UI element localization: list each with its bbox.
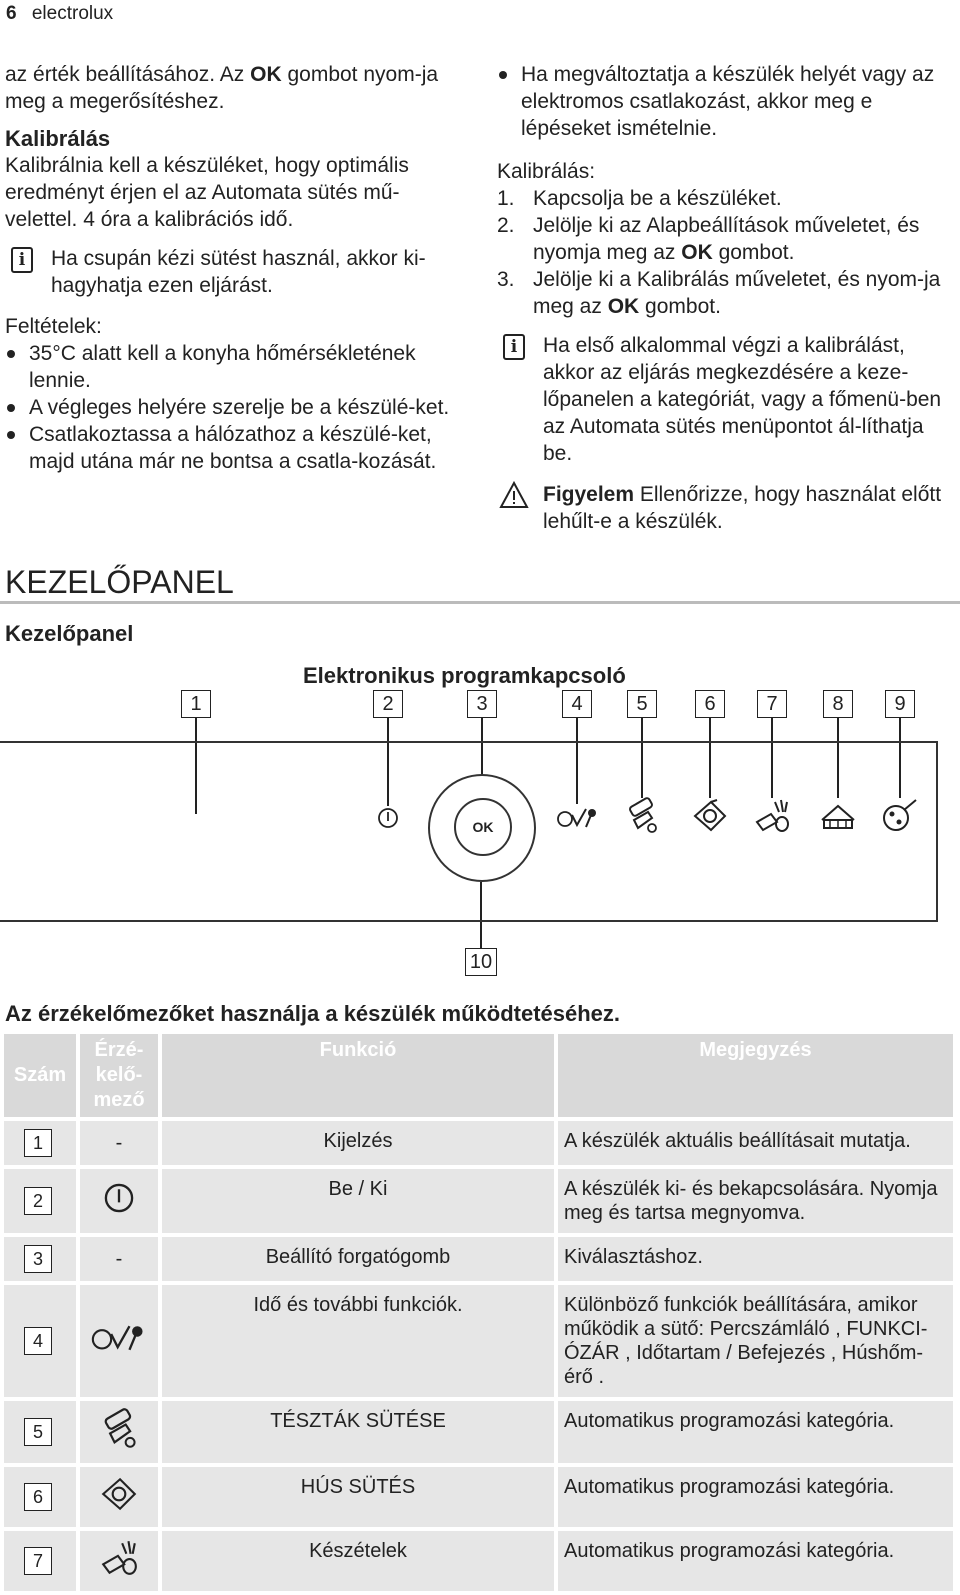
callout-7: 7 — [757, 690, 787, 718]
clock-check-icon[interactable] — [556, 798, 600, 838]
step-item: 3. Jelölje ki a Kalibrálás műveletet, és nyom-ja meg az OK gombot. — [497, 268, 941, 318]
pizza-icon[interactable] — [878, 796, 922, 836]
meat-icon[interactable] — [688, 796, 732, 836]
callout-2: 2 — [373, 690, 403, 718]
calibration-text: Kalibrálnia kell a készüléket, hogy optimális eredményt érjen el az Automata sütés mű-velettel. 4 óra a kalibrációs idő. — [5, 154, 409, 231]
header-function: Funkció — [162, 1034, 558, 1117]
callout-10: 10 — [465, 948, 497, 976]
step-item: 1. Kapcsolja be a készüléket. — [497, 187, 782, 210]
list-item: Ha megváltoztatja a készülék helyét vagy az elektromos csatlakozást, akkor meg e lépéseket ismételnie. — [497, 61, 955, 142]
table-header-row — [4, 1034, 957, 1117]
warning-icon — [499, 481, 529, 509]
meat-icon — [80, 1467, 162, 1527]
row-sensor: - — [80, 1121, 162, 1165]
row-function: Készételek — [162, 1531, 558, 1591]
callout-1: 1 — [181, 690, 211, 718]
callout-3: 3 — [467, 690, 497, 718]
pastry-icon[interactable] — [620, 796, 664, 836]
selector-label: Elektronikus programkapcsoló — [303, 663, 626, 688]
row-function: Beállító forgatógomb — [162, 1237, 558, 1281]
ok-button[interactable]: OK — [454, 798, 512, 856]
table-row — [4, 1169, 957, 1233]
controls-table — [4, 1030, 957, 1595]
right-column — [497, 61, 955, 543]
list-item: Csatlakoztassa a hálózathoz a készülé-ket, majd utána már ne bontsa a csatla-kozását. — [5, 421, 467, 475]
info-icon: i — [11, 247, 33, 273]
subsection-title: Kezelőpanel — [5, 621, 134, 646]
page-header — [6, 0, 113, 27]
row-number: 6 — [24, 1483, 52, 1511]
row-note: Automatikus programozási kategória. — [558, 1531, 957, 1591]
left-column — [5, 61, 467, 475]
row-function: Be / Ki — [162, 1169, 558, 1233]
dish-icon — [80, 1531, 162, 1591]
clock-check-icon — [80, 1285, 162, 1397]
page-number: 6 — [6, 3, 17, 24]
row-number: 3 — [24, 1245, 52, 1273]
conditions-heading: Feltételek: — [5, 315, 102, 338]
steps-list — [497, 185, 955, 320]
row-number: 2 — [24, 1187, 52, 1215]
power-icon[interactable] — [366, 798, 410, 838]
row-note: A készülék aktuális beállításait mutatja. — [558, 1121, 957, 1165]
info-note: i Ha első alkalommal végzi a kalibrálást, akkor az eljárás megkezdésére a keze-lőpanelen a kategóriát, vagy a főmenü-ben az Automata sütés menüpontot ál-líthatja be. — [497, 332, 955, 467]
pastry-icon — [80, 1401, 162, 1463]
row-number: 7 — [24, 1547, 52, 1575]
table-row — [4, 1121, 957, 1165]
calibration-heading: Kalibrálás — [5, 126, 111, 151]
row-number: 1 — [24, 1129, 52, 1157]
callout-6: 6 — [695, 690, 725, 718]
row-number: 5 — [24, 1418, 52, 1446]
section-title: KEZELŐPANEL — [5, 564, 234, 600]
row-note: Automatikus programozási kategória. — [558, 1467, 957, 1527]
callout-4: 4 — [562, 690, 592, 718]
table-row — [4, 1401, 957, 1463]
info-icon: i — [503, 334, 525, 360]
info-note: i Ha csupán kézi sütést használ, akkor ki-hagyhatja ezen eljárást. — [5, 245, 467, 299]
header-num: Szám — [4, 1034, 80, 1117]
header-note: Megjegyzés — [558, 1034, 957, 1117]
row-number: 4 — [24, 1327, 52, 1355]
row-note: Különböző funkciók beállítására, amikor működik a sütő: Percszámláló , FUNKCI-ÓZÁR , Időtartam / Befejezés , Húshőm-érő . — [558, 1285, 957, 1397]
header-sensor: Érzé-kelő-mező — [80, 1034, 162, 1117]
intro-text: az érték beállításához. Az OK gombot nyom-ja meg a megerősítéshez. — [5, 63, 439, 113]
power-icon — [80, 1169, 162, 1233]
table-caption: Az érzékelőmezőket használja a készülék működtetéséhez. — [5, 1001, 621, 1026]
list-item: 35°C alatt kell a konyha hőmérsékletének lennie. — [5, 340, 467, 394]
row-note: A készülék ki- és bekapcsolására. Nyomja meg és tartsa megnyomva. — [558, 1169, 957, 1233]
conditions-list — [5, 340, 467, 475]
calibration-label: Kalibrálás: — [497, 160, 596, 183]
list-item: A végleges helyére szerelje be a készülé-ket. — [5, 394, 467, 421]
table-row — [4, 1531, 957, 1591]
row-function: Idő és további funkciók. — [162, 1285, 558, 1397]
table-row — [4, 1285, 957, 1397]
row-function: HÚS SÜTÉS — [162, 1467, 558, 1527]
brand-name: electrolux — [31, 3, 114, 24]
callout-8: 8 — [823, 690, 853, 718]
callout-9: 9 — [885, 690, 915, 718]
section-divider — [0, 601, 960, 604]
step-item: 2. Jelölje ki az Alapbeállítások műveletet, és nyomja meg az OK gombot. — [497, 214, 920, 264]
row-note: Kiválasztáshoz. — [558, 1237, 957, 1281]
row-note: Automatikus programozási kategória. — [558, 1401, 957, 1463]
row-function: TÉSZTÁK SÜTÉSE — [162, 1401, 558, 1463]
table-row — [4, 1467, 957, 1527]
row-sensor: - — [80, 1237, 162, 1281]
row-function: Kijelzés — [162, 1121, 558, 1165]
tray-icon[interactable] — [816, 796, 860, 836]
callout-5: 5 — [627, 690, 657, 718]
warning-note: Figyelem Ellenőrizze, hogy használat előtt lehűlt-e a készülék. — [497, 481, 955, 535]
dish-icon[interactable] — [750, 796, 794, 836]
table-row — [4, 1237, 957, 1281]
